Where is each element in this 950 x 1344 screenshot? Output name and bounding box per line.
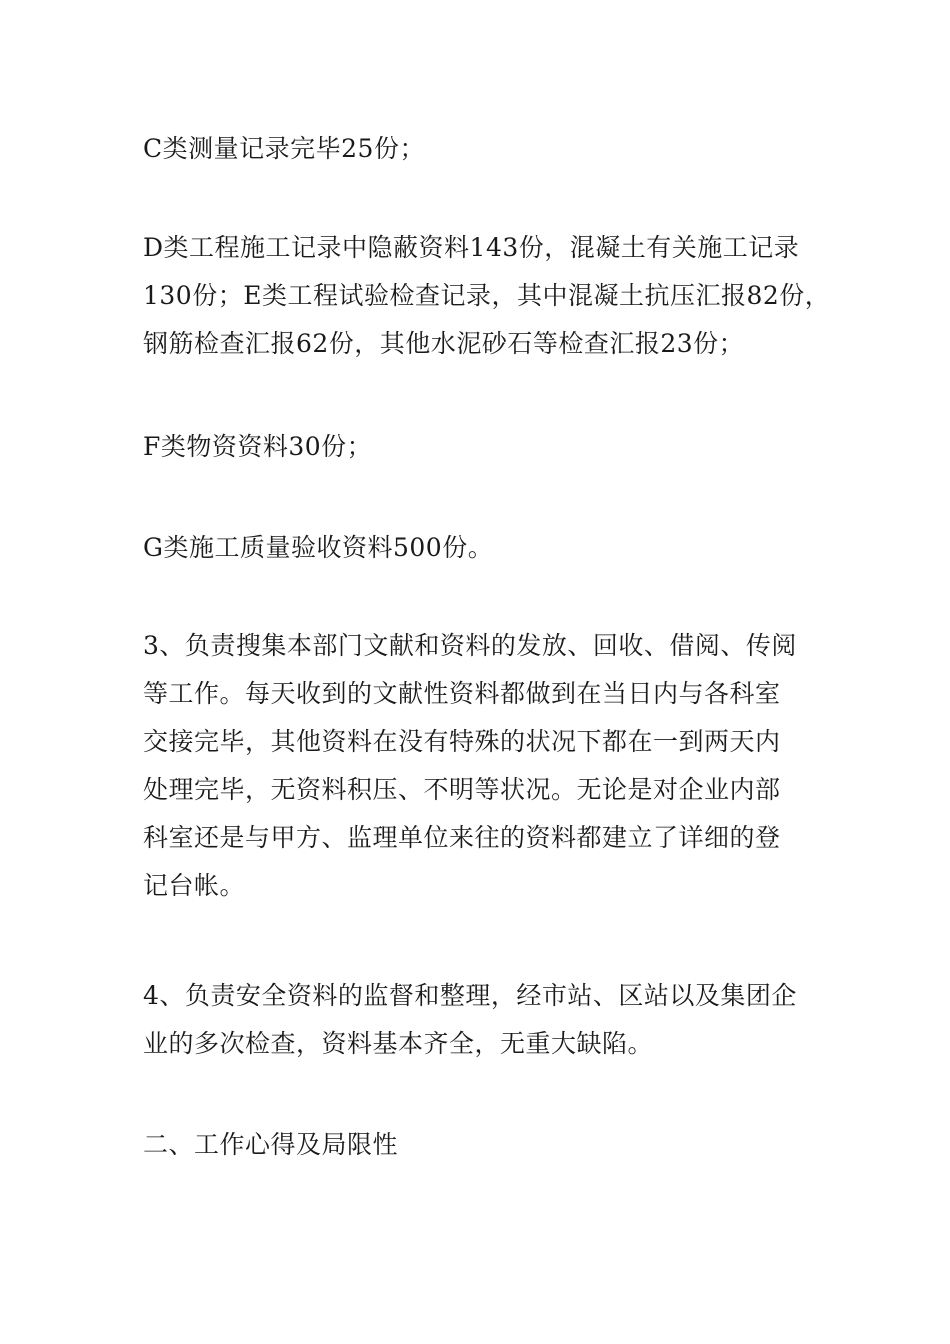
text-line: G类施工质量验收资料500份。 [143,533,494,562]
paragraph-item-3 [143,622,815,910]
text-line: F类物资资料30份； [143,432,373,461]
paragraph-item-4 [143,972,815,1068]
text-line: 记台帐。 [143,871,246,900]
text-line: D类工程施工记录中隐蔽资料143份，混凝土有关施工记录 [143,233,800,262]
paragraph-d-e-class-records [143,224,831,368]
text-line: 4、负责安全资料的监督和整理，经市站、区站以及集团企 [143,981,797,1010]
text-line: 交接完毕，其他资料在没有特殊的状况下都在一到两天内 [143,727,781,756]
paragraph-f-class-records [143,423,815,471]
text-line: 钢筋检查汇报62份，其他水泥砂石等检查汇报23份； [143,329,745,358]
heading-text: 二、工作心得及局限性 [143,1130,399,1159]
text-line: 等工作。每天收到的文献性资料都做到在当日内与各科室 [143,679,781,708]
text-line: 处理完毕，无资料积压、不明等状况。无论是对企业内部 [143,775,781,804]
text-line: 130份；E类工程试验检查记录，其中混凝土抗压汇报82份， [143,281,831,310]
text-line: C类测量记录完毕25份； [143,134,425,163]
paragraph-g-class-records [143,524,815,572]
text-line: 业的多次检查，资料基本齐全，无重大缺陷。 [143,1029,654,1058]
text-line: 科室还是与甲方、监理单位来往的资料都建立了详细的登 [143,823,781,852]
section-heading [143,1121,815,1169]
paragraph-c-class-records [143,125,815,173]
text-line: 3、负责搜集本部门文献和资料的发放、回收、借阅、传阅 [143,631,797,660]
